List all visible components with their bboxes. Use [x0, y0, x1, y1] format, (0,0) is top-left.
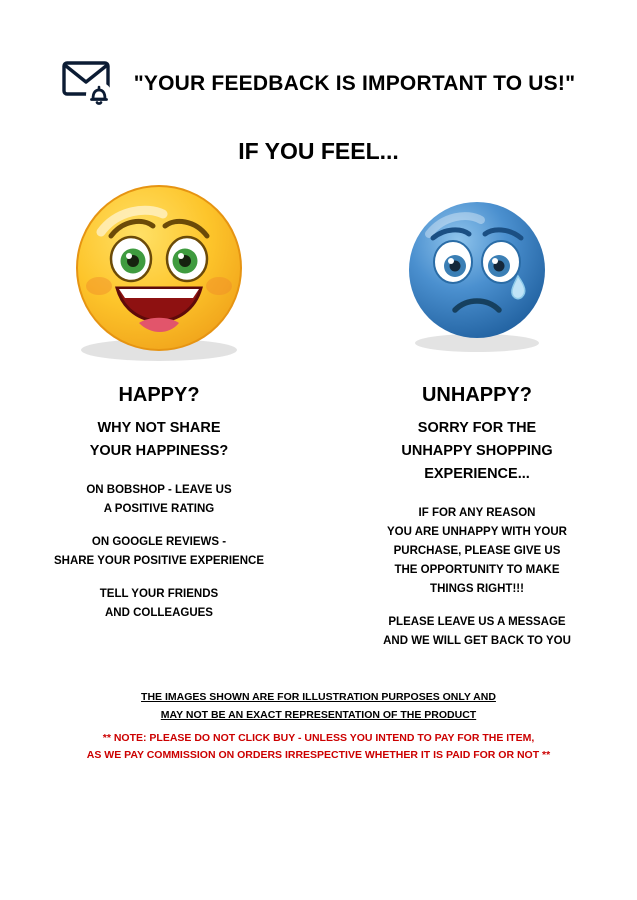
paragraph-line: AND WE WILL GET BACK TO YOU [383, 635, 571, 647]
column-heading-unhappy: UNHAPPY? [421, 384, 532, 406]
paragraph-line: TELL YOUR FRIENDS [99, 588, 219, 600]
paragraph [383, 504, 571, 599]
column-body-unhappy [383, 504, 571, 651]
subheading-line: YOUR HAPPINESS? [89, 443, 229, 459]
page-title: "YOUR FEEDBACK IS IMPORTANT TO US!" [133, 72, 576, 95]
happy-smiley-icon [59, 180, 259, 370]
disclaimer-line: THE IMAGES SHOWN ARE FOR ILLUSTRATION PURPOSES ONLY AND [141, 691, 496, 703]
paragraph-line: THINGS RIGHT!!! [430, 583, 524, 595]
column-subheading-unhappy [401, 417, 552, 486]
header [0, 60, 637, 108]
paragraph [54, 481, 264, 519]
paragraph-line: ON BOBSHOP - LEAVE US [86, 484, 232, 496]
paragraph [383, 613, 571, 651]
page-subtitle: IF YOU FEEL... [238, 138, 399, 164]
sad-crying-smiley-icon [377, 180, 577, 370]
paragraph-line: A POSITIVE RATING [103, 503, 215, 515]
paragraph-line: SHARE YOUR POSITIVE EXPERIENCE [53, 555, 265, 567]
paragraph-line: AND COLLEAGUES [105, 607, 213, 619]
paragraph-line: PLEASE LEAVE US A MESSAGE [388, 616, 566, 628]
column-heading-happy: HAPPY? [118, 384, 200, 406]
subheading-line: SORRY FOR THE [417, 420, 537, 436]
paragraph-line: IF FOR ANY REASON [418, 507, 536, 519]
column-happy [0, 180, 318, 651]
subheading-line: UNHAPPY SHOPPING [401, 443, 553, 459]
disclaimer-line: MAY NOT BE AN EXACT REPRESENTATION OF THE PRODUCT [160, 709, 477, 721]
subheading-line: EXPERIENCE... [424, 466, 530, 482]
paragraph-line: THE OPPORTUNITY TO MAKE [394, 564, 560, 576]
disclaimer [0, 688, 637, 724]
purchase-note [0, 730, 637, 764]
mail-bell-icon [62, 60, 116, 108]
paragraph [54, 585, 264, 623]
column-subheading-happy [90, 417, 229, 463]
columns [0, 180, 637, 651]
column-body-happy [54, 481, 264, 623]
paragraph-line: PURCHASE, PLEASE GIVE US [393, 545, 561, 557]
footer [0, 688, 637, 764]
note-line: AS WE PAY COMMISSION ON ORDERS IRRESPECTIVE WHETHER IT IS PAID FOR OR NOT ** [86, 749, 551, 761]
paragraph [54, 533, 264, 571]
paragraph-line: ON GOOGLE REVIEWS - [91, 536, 227, 548]
column-unhappy [318, 180, 636, 651]
note-line: ** NOTE: PLEASE DO NOT CLICK BUY - UNLESS YOU INTEND TO PAY FOR THE ITEM, [102, 732, 535, 744]
paragraph-line: YOU ARE UNHAPPY WITH YOUR [387, 526, 567, 538]
subheading-line: WHY NOT SHARE [97, 420, 221, 436]
